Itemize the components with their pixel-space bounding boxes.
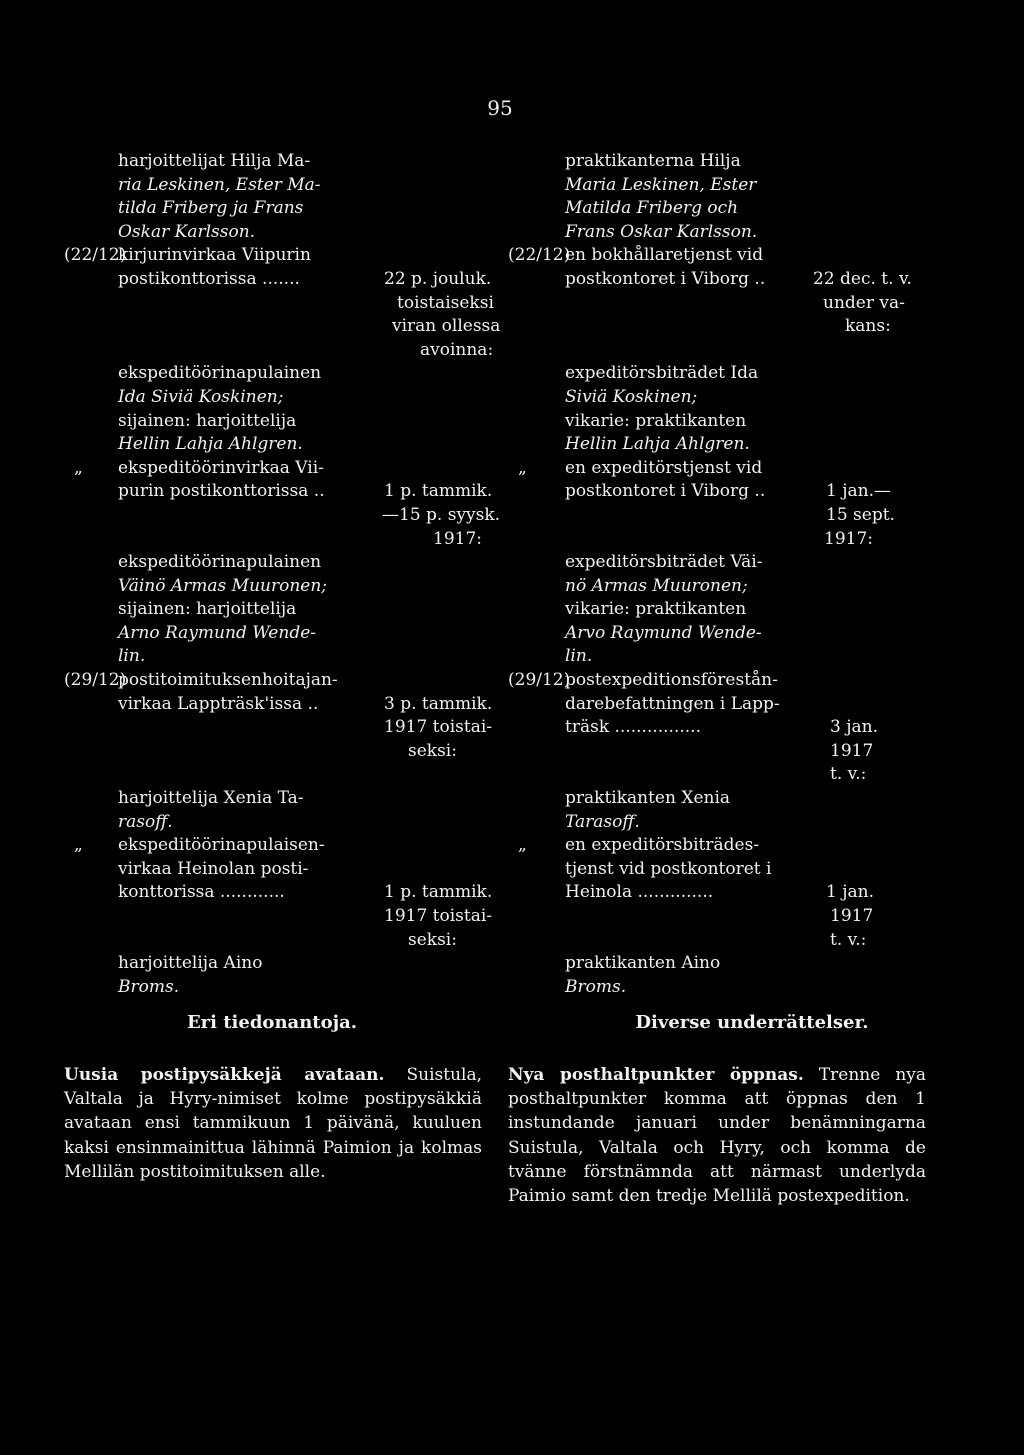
sv-date: kans: xyxy=(845,316,891,337)
sv-notices-title: Diverse underrättelser. xyxy=(635,1012,869,1033)
sv-text: Hellin Lahja Ahlgren. xyxy=(565,434,750,455)
fi-text: ekspeditöörinvirkaa Vii- xyxy=(118,457,324,478)
fi-notices-title: Eri tiedonantoja. xyxy=(186,1012,358,1033)
fi-text: sijainen: harjoittelija xyxy=(118,599,297,620)
sv-date: 1917 xyxy=(830,906,874,926)
sv-entry-7 xyxy=(508,787,908,834)
fi-text: virkaa Lappträsk'issa .. xyxy=(118,693,319,714)
fi-date: toistaiseksi xyxy=(397,292,494,313)
ditto-marker: „ xyxy=(74,835,83,856)
sv-text: Frans Oskar Karlsson. xyxy=(565,221,758,242)
sv-date: 1 jan.— xyxy=(826,481,891,502)
fi-text: Hellin Lahja Ahlgren. xyxy=(118,434,303,455)
fi-entry-3 xyxy=(64,362,494,456)
sv-text: postkontoret i Viborg .. xyxy=(565,481,766,502)
sv-text: en expeditörsbiträdes- xyxy=(565,835,760,856)
sv-text: praktikanten Aino xyxy=(565,953,721,974)
fi-text: postikonttorissa ....... xyxy=(118,268,300,289)
date-marker: (29/12) xyxy=(64,670,127,691)
fi-date: 1917: xyxy=(433,528,482,549)
fi-entry-1 xyxy=(64,150,494,244)
swedish-column xyxy=(508,150,912,999)
fi-date: seksi: xyxy=(408,929,457,950)
sv-entry-8 xyxy=(508,834,908,952)
fi-text: lin. xyxy=(118,646,146,667)
fi-date: 1 p. tammik. xyxy=(384,481,493,502)
fi-text: rasoff. xyxy=(118,811,173,832)
fi-notice-heading: Uusia postipysäkkejä avataan. xyxy=(64,1065,385,1085)
sv-date: t. v.: xyxy=(830,764,867,785)
sv-date: 1 jan. xyxy=(826,882,874,903)
sv-text: Heinola .............. xyxy=(565,882,714,903)
sv-text: postexpeditionsförestån- xyxy=(565,670,778,691)
fi-text: ria Leskinen, Ester Ma- xyxy=(118,174,321,195)
fi-text: sijainen: harjoittelija xyxy=(118,410,297,431)
fi-text: kirjurinvirkaa Viipurin xyxy=(118,245,311,266)
sv-entry-3 xyxy=(508,362,908,456)
fi-entry-9 xyxy=(64,952,494,999)
sv-text: nö Armas Muuronen; xyxy=(565,575,748,596)
fi-date: 3 p. tammik. xyxy=(384,693,493,714)
sv-text: expeditörsbiträdet Väi- xyxy=(565,552,763,573)
sv-text: darebefattningen i Lapp- xyxy=(565,693,780,714)
fi-date: 1917 toistai- xyxy=(384,906,493,926)
fi-date: 1 p. tammik. xyxy=(384,882,493,903)
fi-date: viran ollessa xyxy=(392,316,501,337)
fi-text: harjoittelijat Hilja Ma- xyxy=(118,151,311,171)
fi-text: purin postikonttorissa .. xyxy=(118,481,325,502)
sv-text: postkontoret i Viborg .. xyxy=(565,268,766,289)
fi-text: Arno Raymund Wende- xyxy=(118,622,317,643)
sv-date: t. v.: xyxy=(830,929,867,950)
ditto-marker: „ xyxy=(518,835,527,856)
sv-entry-1 xyxy=(508,150,908,244)
fi-text: ekspeditöörinapulainen xyxy=(118,363,322,384)
sv-date: 15 sept. xyxy=(826,504,895,525)
sv-entry-4 xyxy=(508,457,908,551)
sv-text: lin. xyxy=(565,646,593,667)
sv-date: 1917: xyxy=(824,528,873,549)
sv-text: en bokhållaretjenst vid xyxy=(565,245,764,266)
fi-text: ekspeditöörinapulainen xyxy=(118,552,322,573)
sv-text: expeditörsbiträdet Ida xyxy=(565,363,759,384)
sv-text: vikarie: praktikanten xyxy=(565,599,747,620)
sv-entry-5 xyxy=(508,551,908,669)
fi-entry-2 xyxy=(64,244,501,362)
sv-text: Tarasoff. xyxy=(565,811,640,832)
sv-entry-6 xyxy=(508,669,908,787)
fi-text: Oskar Karlsson. xyxy=(118,221,256,242)
sv-date: 1917 xyxy=(830,740,874,761)
date-marker: (22/12) xyxy=(508,245,571,266)
sv-notice-heading: Nya posthaltpunkter öppnas. xyxy=(508,1065,804,1085)
sv-text: tjenst vid postkontoret i xyxy=(565,858,772,879)
fi-text: virkaa Heinolan posti- xyxy=(118,858,309,879)
fi-text: postitoimituksenhoitajan- xyxy=(118,670,338,691)
fi-text: Väinö Armas Muuronen; xyxy=(118,575,328,596)
fi-text: ekspeditöörinapulaisen- xyxy=(118,835,325,856)
date-marker: (22/12) xyxy=(64,245,127,266)
sv-notice-body: Trenne nya posthaltpunkter komma att öppnas den 1 instundande januari under benämningarna Suistula, Valtala och Hyry, och komma de tvänne förstnämnda att närmast underlyda Paimio samt den tredje Mellilä postexpedition. xyxy=(508,1065,927,1207)
fi-entry-7 xyxy=(64,787,494,834)
fi-entry-6 xyxy=(64,669,494,763)
fi-entry-4 xyxy=(64,457,501,551)
sv-text: vikarie: praktikanten xyxy=(565,410,747,431)
page-number: 95 xyxy=(487,96,513,120)
fi-entry-8 xyxy=(64,834,494,952)
fi-text: Broms. xyxy=(118,976,180,997)
sv-text: Arvo Raymund Wende- xyxy=(565,622,762,643)
finnish-column xyxy=(64,150,501,999)
fi-entry-5 xyxy=(64,551,494,669)
date-marker: (29/12) xyxy=(508,670,571,691)
sv-text: Siviä Koskinen; xyxy=(565,386,698,407)
fi-text: harjoittelija Xenia Ta- xyxy=(118,788,304,809)
fi-date: —15 p. syysk. xyxy=(382,504,501,525)
fi-text: tilda Friberg ja Frans xyxy=(118,198,304,219)
sv-text: träsk ................ xyxy=(565,717,701,738)
sv-entry-9 xyxy=(508,952,908,999)
sv-text: praktikanterna Hilja xyxy=(565,151,741,171)
fi-notice-body: Suistula, Valtala ja Hyry-nimiset kolme postipysäkkiä avataan ensi tammikuun 1 päivänä, kuuluen kaksi ensinmainittua lähinnä Paimion ja kolmas Mellilän postitoimituksen alle. xyxy=(64,1065,483,1182)
fi-date: 1917 toistai- xyxy=(384,717,493,738)
fi-text: konttorissa ............ xyxy=(118,882,285,903)
fi-date: 22 p. jouluk. xyxy=(384,268,492,289)
sv-date: 22 dec. t. v. xyxy=(813,268,912,289)
sv-text: Maria Leskinen, Ester xyxy=(565,174,757,195)
ditto-marker: „ xyxy=(518,457,527,478)
sv-text: praktikanten Xenia xyxy=(565,788,731,809)
sv-date: under va- xyxy=(823,292,905,313)
sv-entry-2 xyxy=(508,244,912,338)
fi-date: seksi: xyxy=(408,740,457,761)
fi-notice-paragraph xyxy=(64,1063,482,1184)
sv-text: Broms. xyxy=(565,976,627,997)
sv-text: en expeditörstjenst vid xyxy=(565,457,763,478)
ditto-marker: „ xyxy=(74,457,83,478)
sv-date: 3 jan. xyxy=(830,717,878,738)
fi-date: avoinna: xyxy=(420,339,494,360)
fi-text: Ida Siviä Koskinen; xyxy=(118,386,284,407)
sv-text: Matilda Friberg och xyxy=(565,198,739,219)
sv-notice-paragraph xyxy=(508,1063,926,1208)
fi-text: harjoittelija Aino xyxy=(118,953,263,974)
